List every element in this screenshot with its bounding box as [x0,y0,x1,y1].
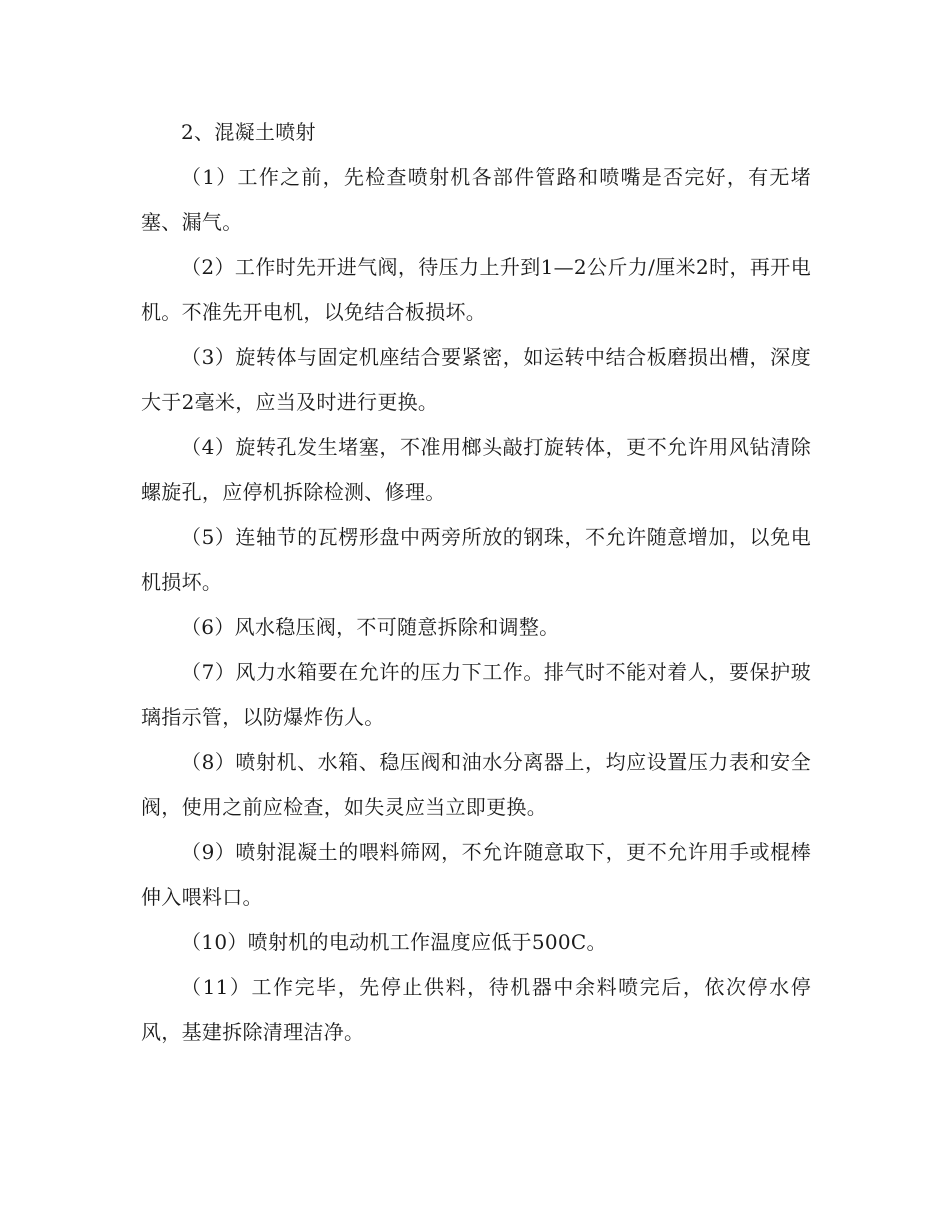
paragraph-item-8: （8）喷射机、水箱、稳压阀和油水分离器上，均应设置压力表和安全阀，使用之前应检查，如失灵应当立即更换。 [141,750,811,819]
document-body [141,110,811,1055]
section-heading: 2、混凝土喷射 [181,120,316,144]
paragraph-item-5: （5）连轴节的瓦楞形盘中两旁所放的钢珠，不允许随意增加，以免电机损坏。 [141,525,811,594]
paragraph-item-2: （2）工作时先开进气阀，待压力上升到1—2公斤力/厘米2时，再开电机。不准先开电机，以免结合板损坏。 [141,255,811,324]
paragraph-item-9: （9）喷射混凝土的喂料筛网，不允许随意取下，更不允许用手或棍棒伸入喂料口。 [141,840,811,909]
paragraph-item-3: （3）旋转体与固定机座结合要紧密，如运转中结合板磨损出槽，深度大于2毫米，应当及时进行更换。 [141,345,811,414]
paragraph-item-7: （7）风力水箱要在允许的压力下工作。排气时不能对着人，要保护玻璃指示管，以防爆炸伤人。 [141,660,811,729]
paragraph-item-4: （4）旋转孔发生堵塞，不准用榔头敲打旋转体，更不允许用风钻清除螺旋孔，应停机拆除检测、修理。 [141,435,811,504]
paragraph-item-1: （1）工作之前，先检查喷射机各部件管路和喷嘴是否完好，有无堵塞、漏气。 [141,165,811,234]
paragraph-item-10: （10）喷射机的电动机工作温度应低于500C。 [181,930,607,954]
paragraph-item-6: （6）风水稳压阀，不可随意拆除和调整。 [181,615,560,639]
paragraph-item-11: （11）工作完毕，先停止供料，待机器中余料喷完后，依次停水停风，基建拆除清理洁净。 [141,975,811,1044]
